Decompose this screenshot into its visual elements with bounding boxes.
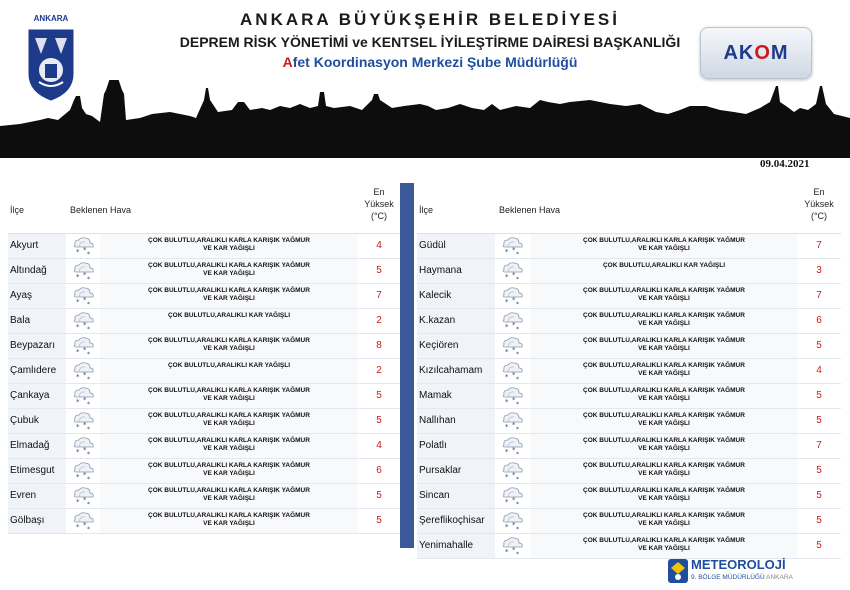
svg-text:*: * (512, 396, 516, 404)
weather-description-line2: VE KAR YAĞIŞLI (203, 495, 255, 502)
district-name: Polatlı (419, 440, 447, 451)
max-temperature: 7 (816, 290, 822, 301)
title-branch-initial: A (282, 54, 293, 70)
weather-description-line2: VE KAR YAĞIŞLI (638, 370, 690, 377)
meteoroloji-city: ANKARA (766, 574, 793, 581)
svg-text:*: * (83, 521, 87, 529)
rows-right (417, 234, 841, 559)
district-name: Yenimahalle (419, 540, 474, 551)
svg-text:*: * (516, 251, 519, 256)
title-department: DEPREM RİSK YÖNETİMİ ve KENTSEL İYİLEŞTİRME DAİRESİ BAŞKANLIĞI (179, 34, 681, 50)
max-temperature: 6 (816, 315, 822, 326)
max-temperature: 5 (376, 265, 382, 276)
table-row (8, 234, 400, 259)
table-row (8, 384, 400, 409)
snow-cloud-icon (70, 436, 96, 456)
table-row (8, 459, 400, 484)
weather-description (100, 362, 358, 370)
svg-text:*: * (512, 471, 516, 479)
svg-text:*: * (505, 373, 509, 381)
weather-description-line1: ÇOK BULUTLU,ARALIKLI KARLA KARIŞIK YAĞMUR (583, 337, 745, 344)
col-header-temp-line1: En (813, 187, 825, 197)
max-temperature: 5 (816, 490, 822, 501)
snow-cloud-icon (70, 386, 96, 406)
svg-text:*: * (83, 246, 87, 254)
svg-text:*: * (512, 271, 516, 279)
snow-cloud-icon (499, 286, 525, 306)
svg-text:*: * (505, 248, 509, 256)
snow-cloud-icon (499, 536, 525, 556)
district-name: Keçiören (419, 340, 459, 351)
svg-text:*: * (87, 376, 90, 381)
district-name: Mamak (419, 390, 452, 401)
table-header-right (417, 183, 841, 234)
weather-description-line1: ÇOK BULUTLU,ARALIKLI KARLA KARIŞIK YAĞMUR (583, 362, 745, 369)
snow-cloud-icon (499, 436, 525, 456)
weather-description-line1: ÇOK BULUTLU,ARALIKLI KARLA KARIŞIK YAĞMUR (583, 537, 745, 544)
weather-description-line1: ÇOK BULUTLU,ARALIKLI KARLA KARIŞIK YAĞMUR (148, 387, 310, 394)
weather-description-line1: ÇOK BULUTLU,ARALIKLI KARLA KARIŞIK YAĞMUR (583, 412, 745, 419)
district-name: Pursaklar (419, 465, 462, 476)
snow-cloud-icon (70, 286, 96, 306)
weather-description (531, 337, 797, 353)
weather-description-line1: ÇOK BULUTLU,ARALIKLI KAR YAĞIŞLI (167, 362, 291, 369)
svg-text:*: * (516, 376, 519, 381)
svg-text:*: * (516, 401, 519, 406)
table-row (417, 284, 841, 309)
max-temperature: 7 (816, 440, 822, 451)
svg-text:*: * (76, 273, 80, 281)
table-row (417, 409, 841, 434)
svg-text:*: * (76, 423, 80, 431)
table-row (8, 359, 400, 384)
weather-description-line2: VE KAR YAĞIŞLI (203, 245, 255, 252)
max-temperature: 2 (376, 365, 382, 376)
table-row (417, 459, 841, 484)
max-temperature: 5 (376, 515, 382, 526)
table-row (417, 259, 841, 284)
weather-description (531, 262, 797, 270)
weather-description (531, 437, 797, 453)
svg-text:*: * (512, 371, 516, 379)
svg-text:*: * (505, 323, 509, 331)
table-row (8, 509, 400, 534)
weather-description-line1: ÇOK BULUTLU,ARALIKLI KAR YAĞIŞLI (167, 312, 291, 319)
max-temperature: 5 (816, 340, 822, 351)
header-titles (150, 10, 710, 70)
max-temperature: 5 (376, 490, 382, 501)
weather-description (531, 487, 797, 503)
weather-description (100, 462, 358, 478)
weather-description (531, 387, 797, 403)
snow-cloud-icon (499, 411, 525, 431)
svg-text:*: * (87, 451, 90, 456)
snow-cloud-icon (70, 511, 96, 531)
weather-description-line2: VE KAR YAĞIŞLI (638, 445, 690, 452)
svg-text:*: * (512, 496, 516, 504)
svg-text:*: * (516, 551, 519, 556)
weather-description (531, 462, 797, 478)
page-header (0, 0, 850, 170)
svg-text:*: * (516, 526, 519, 531)
weather-description-line2: VE KAR YAĞIŞLI (203, 345, 255, 352)
col-header-district: İlçe (419, 205, 434, 215)
weather-description-line2: VE KAR YAĞIŞLI (638, 495, 690, 502)
svg-text:*: * (83, 346, 87, 354)
svg-text:*: * (87, 501, 90, 506)
svg-text:*: * (83, 496, 87, 504)
svg-text:*: * (505, 548, 509, 556)
max-temperature: 5 (816, 540, 822, 551)
table-row (8, 434, 400, 459)
district-name: Elmadağ (10, 440, 50, 451)
table-row (8, 409, 400, 434)
snow-cloud-icon (70, 461, 96, 481)
table-row (417, 434, 841, 459)
svg-text:*: * (87, 276, 90, 281)
weather-description-line2: VE KAR YAĞIŞLI (638, 520, 690, 527)
max-temperature: 5 (816, 415, 822, 426)
max-temperature: 7 (376, 290, 382, 301)
col-header-temp-line3: (°C) (370, 211, 388, 221)
svg-text:*: * (505, 273, 509, 281)
weather-description-line1: ÇOK BULUTLU,ARALIKLI KARLA KARIŞIK YAĞMUR (583, 312, 745, 319)
district-name: Evren (10, 490, 37, 501)
snow-cloud-icon (499, 461, 525, 481)
district-name: Kalecik (419, 290, 452, 301)
weather-description-line1: ÇOK BULUTLU,ARALIKLI KARLA KARIŞIK YAĞMUR (148, 237, 310, 244)
meteoroloji-logo (665, 555, 845, 587)
weather-description-line1: ÇOK BULUTLU,ARALIKLI KARLA KARIŞIK YAĞMUR (148, 462, 310, 469)
snow-cloud-icon (499, 336, 525, 356)
svg-text:*: * (516, 451, 519, 456)
weather-description-line1: ÇOK BULUTLU,ARALIKLI KARLA KARIŞIK YAĞMUR (148, 412, 310, 419)
svg-text:*: * (76, 448, 80, 456)
svg-text:*: * (83, 321, 87, 329)
max-temperature: 5 (816, 390, 822, 401)
svg-text:*: * (512, 296, 516, 304)
rows-left (8, 234, 400, 534)
snow-cloud-icon (70, 411, 96, 431)
weather-description-line1: ÇOK BULUTLU,ARALIKLI KARLA KARIŞIK YAĞMUR (583, 462, 745, 469)
akom-logo (700, 27, 812, 79)
max-temperature: 8 (376, 340, 382, 351)
district-name: Ayaş (10, 290, 33, 301)
svg-text:*: * (505, 448, 509, 456)
weather-description-line1: ÇOK BULUTLU,ARALIKLI KARLA KARIŞIK YAĞMUR (148, 512, 310, 519)
table-row (417, 384, 841, 409)
weather-description (100, 312, 358, 320)
svg-text:*: * (83, 471, 87, 479)
svg-text:*: * (83, 446, 87, 454)
weather-description-line2: VE KAR YAĞIŞLI (203, 270, 255, 277)
svg-text:*: * (512, 321, 516, 329)
snow-cloud-icon (70, 311, 96, 331)
svg-text:*: * (505, 473, 509, 481)
weather-description-line2: VE KAR YAĞIŞLI (638, 295, 690, 302)
svg-text:*: * (76, 498, 80, 506)
col-header-district: İlçe (10, 205, 25, 215)
snow-cloud-icon (70, 486, 96, 506)
weather-description (100, 237, 358, 253)
svg-text:*: * (83, 421, 87, 429)
weather-description (531, 412, 797, 428)
weather-description (100, 262, 358, 278)
max-temperature: 5 (816, 465, 822, 476)
weather-description-line1: ÇOK BULUTLU,ARALIKLI KARLA KARIŞIK YAĞMUR (583, 237, 745, 244)
weather-description-line2: VE KAR YAĞIŞLI (638, 545, 690, 552)
weather-description (100, 512, 358, 528)
district-name: Çankaya (10, 390, 50, 401)
table-header-left (8, 183, 400, 234)
weather-description-line1: ÇOK BULUTLU,ARALIKLI KARLA KARIŞIK YAĞMUR (583, 437, 745, 444)
col-header-temp-line2: Yüksek (804, 199, 834, 209)
svg-text:*: * (505, 523, 509, 531)
bulletin-date: 09.04.2021 (760, 158, 810, 170)
svg-text:*: * (512, 421, 516, 429)
logo-label: ANKARA (33, 14, 69, 23)
max-temperature: 4 (376, 240, 382, 251)
col-header-temp (358, 186, 400, 222)
table-row (8, 284, 400, 309)
district-name: Kızılcahamam (419, 365, 483, 376)
meteoroloji-region: 9. BÖLGE MÜDÜRLÜĞÜ (691, 574, 765, 581)
weather-description (100, 287, 358, 303)
svg-text:*: * (76, 298, 80, 306)
svg-text:*: * (516, 426, 519, 431)
max-temperature: 3 (816, 265, 822, 276)
snow-cloud-icon (499, 361, 525, 381)
district-name: Haymana (419, 265, 462, 276)
svg-text:*: * (87, 401, 90, 406)
weather-description-line1: ÇOK BULUTLU,ARALIKLI KARLA KARIŞIK YAĞMUR (148, 287, 310, 294)
svg-text:*: * (76, 523, 80, 531)
city-skyline (0, 80, 850, 158)
weather-description (531, 362, 797, 378)
weather-description (531, 512, 797, 528)
weather-description-line1: ÇOK BULUTLU,ARALIKLI KARLA KARIŞIK YAĞMUR (148, 262, 310, 269)
weather-description-line2: VE KAR YAĞIŞLI (638, 420, 690, 427)
akom-logo-right: M (770, 41, 789, 64)
svg-text:*: * (76, 373, 80, 381)
snow-cloud-icon (70, 261, 96, 281)
svg-text:*: * (512, 346, 516, 354)
svg-text:*: * (505, 398, 509, 406)
district-name: Çubuk (10, 415, 39, 426)
weather-description-line2: VE KAR YAĞIŞLI (203, 420, 255, 427)
weather-description-line2: VE KAR YAĞIŞLI (638, 345, 690, 352)
table-row (417, 309, 841, 334)
snow-cloud-icon (499, 486, 525, 506)
table-row (417, 359, 841, 384)
table-row (8, 309, 400, 334)
title-municipality: ANKARA BÜYÜKŞEHİR BELEDİYESİ (240, 10, 620, 29)
title-branch-rest: fet Koordinasyon Merkezi Şube Müdürlüğü (292, 54, 578, 70)
col-header-temp-line2: Yüksek (364, 199, 394, 209)
weather-description (100, 437, 358, 453)
svg-text:*: * (512, 246, 516, 254)
snow-cloud-icon (70, 336, 96, 356)
district-name: Beypazarı (10, 340, 56, 351)
svg-text:*: * (87, 301, 90, 306)
table-row (8, 334, 400, 359)
snow-cloud-icon (499, 511, 525, 531)
table-row (417, 484, 841, 509)
district-name: Çamlıdere (10, 365, 57, 376)
weather-description-line2: VE KAR YAĞIŞLI (638, 245, 690, 252)
max-temperature: 7 (816, 240, 822, 251)
svg-text:*: * (83, 396, 87, 404)
akom-logo-left: AK (723, 41, 755, 64)
table-divider (400, 183, 414, 548)
svg-text:*: * (76, 248, 80, 256)
weather-description (531, 237, 797, 253)
max-temperature: 5 (816, 515, 822, 526)
snow-cloud-icon (499, 311, 525, 331)
district-name: Bala (10, 315, 31, 326)
svg-text:*: * (516, 351, 519, 356)
svg-text:*: * (505, 348, 509, 356)
weather-description-line2: VE KAR YAĞIŞLI (638, 320, 690, 327)
weather-description (531, 537, 797, 553)
weather-description-line2: VE KAR YAĞIŞLI (203, 445, 255, 452)
district-name: Etimesgut (10, 465, 55, 476)
table-row (8, 484, 400, 509)
svg-text:*: * (512, 521, 516, 529)
district-name: Şereflikoçhisar (419, 515, 485, 526)
meteoroloji-subtitle (691, 574, 793, 581)
table-row (417, 234, 841, 259)
district-table-left (8, 183, 400, 534)
svg-text:*: * (87, 426, 90, 431)
district-name: Akyurt (10, 240, 39, 251)
svg-text:*: * (83, 271, 87, 279)
weather-description (531, 287, 797, 303)
col-header-temp (797, 186, 841, 222)
svg-text:*: * (505, 423, 509, 431)
max-temperature: 2 (376, 315, 382, 326)
akom-logo-mid: O (754, 41, 771, 64)
district-name: K.kazan (419, 315, 456, 326)
svg-text:*: * (516, 301, 519, 306)
weather-description-line2: VE KAR YAĞIŞLI (638, 395, 690, 402)
weather-description (100, 387, 358, 403)
weather-description-line1: ÇOK BULUTLU,ARALIKLI KARLA KARIŞIK YAĞMUR (148, 337, 310, 344)
snow-cloud-icon (70, 236, 96, 256)
weather-description-line2: VE KAR YAĞIŞLI (203, 470, 255, 477)
svg-text:*: * (76, 323, 80, 331)
max-temperature: 4 (816, 365, 822, 376)
weather-description (531, 312, 797, 328)
svg-text:*: * (87, 251, 90, 256)
svg-text:*: * (505, 298, 509, 306)
max-temperature: 5 (376, 415, 382, 426)
title-branch (150, 54, 710, 70)
svg-text:*: * (516, 276, 519, 281)
svg-text:*: * (87, 351, 90, 356)
table-row (417, 509, 841, 534)
max-temperature: 4 (376, 440, 382, 451)
district-name: Altındağ (10, 265, 47, 276)
weather-description-line2: VE KAR YAĞIŞLI (203, 295, 255, 302)
weather-description-line1: ÇOK BULUTLU,ARALIKLI KARLA KARIŞIK YAĞMUR (583, 487, 745, 494)
meteoroloji-title: METEOROLOJİ (691, 557, 786, 572)
weather-description (100, 487, 358, 503)
snow-cloud-icon (499, 236, 525, 256)
svg-text:*: * (87, 326, 90, 331)
svg-text:*: * (87, 476, 90, 481)
col-header-temp-line3: (°C) (810, 211, 828, 221)
table-row (8, 259, 400, 284)
svg-text:*: * (87, 526, 90, 531)
svg-text:*: * (83, 296, 87, 304)
district-name: Gölbaşı (10, 515, 45, 526)
weather-description-line1: ÇOK BULUTLU,ARALIKLI KARLA KARIŞIK YAĞMUR (583, 387, 745, 394)
weather-description-line1: ÇOK BULUTLU,ARALIKLI KARLA KARIŞIK YAĞMUR (148, 487, 310, 494)
district-name: Güdül (419, 240, 446, 251)
snow-cloud-icon (499, 261, 525, 281)
table-row (417, 334, 841, 359)
weather-description (100, 412, 358, 428)
snow-cloud-icon (499, 386, 525, 406)
max-temperature: 6 (376, 465, 382, 476)
col-header-weather: Beklenen Hava (70, 205, 132, 215)
weather-description-line1: ÇOK BULUTLU,ARALIKLI KAR YAĞIŞLI (602, 262, 726, 269)
svg-text:*: * (83, 371, 87, 379)
weather-description (100, 337, 358, 353)
svg-text:*: * (516, 326, 519, 331)
svg-text:*: * (76, 348, 80, 356)
snow-cloud-icon (70, 361, 96, 381)
svg-text:*: * (512, 446, 516, 454)
district-name: Sincan (419, 490, 450, 501)
svg-text:*: * (516, 476, 519, 481)
weather-description-line2: VE KAR YAĞIŞLI (638, 470, 690, 477)
col-header-weather: Beklenen Hava (499, 205, 561, 215)
weather-description-line1: ÇOK BULUTLU,ARALIKLI KARLA KARIŞIK YAĞMUR (583, 287, 745, 294)
svg-text:*: * (76, 473, 80, 481)
svg-text:*: * (512, 546, 516, 554)
weather-description-line2: VE KAR YAĞIŞLI (203, 520, 255, 527)
district-table-right (417, 183, 841, 559)
max-temperature: 5 (376, 390, 382, 401)
weather-description-line2: VE KAR YAĞIŞLI (203, 395, 255, 402)
svg-text:*: * (76, 398, 80, 406)
svg-text:*: * (516, 501, 519, 506)
col-header-temp-line1: En (373, 187, 385, 197)
svg-text:*: * (505, 498, 509, 506)
meteoroloji-emblem-icon (667, 558, 689, 584)
weather-description-line1: ÇOK BULUTLU,ARALIKLI KARLA KARIŞIK YAĞMUR (583, 512, 745, 519)
weather-description-line1: ÇOK BULUTLU,ARALIKLI KARLA KARIŞIK YAĞMUR (148, 437, 310, 444)
district-name: Nallıhan (419, 415, 456, 426)
